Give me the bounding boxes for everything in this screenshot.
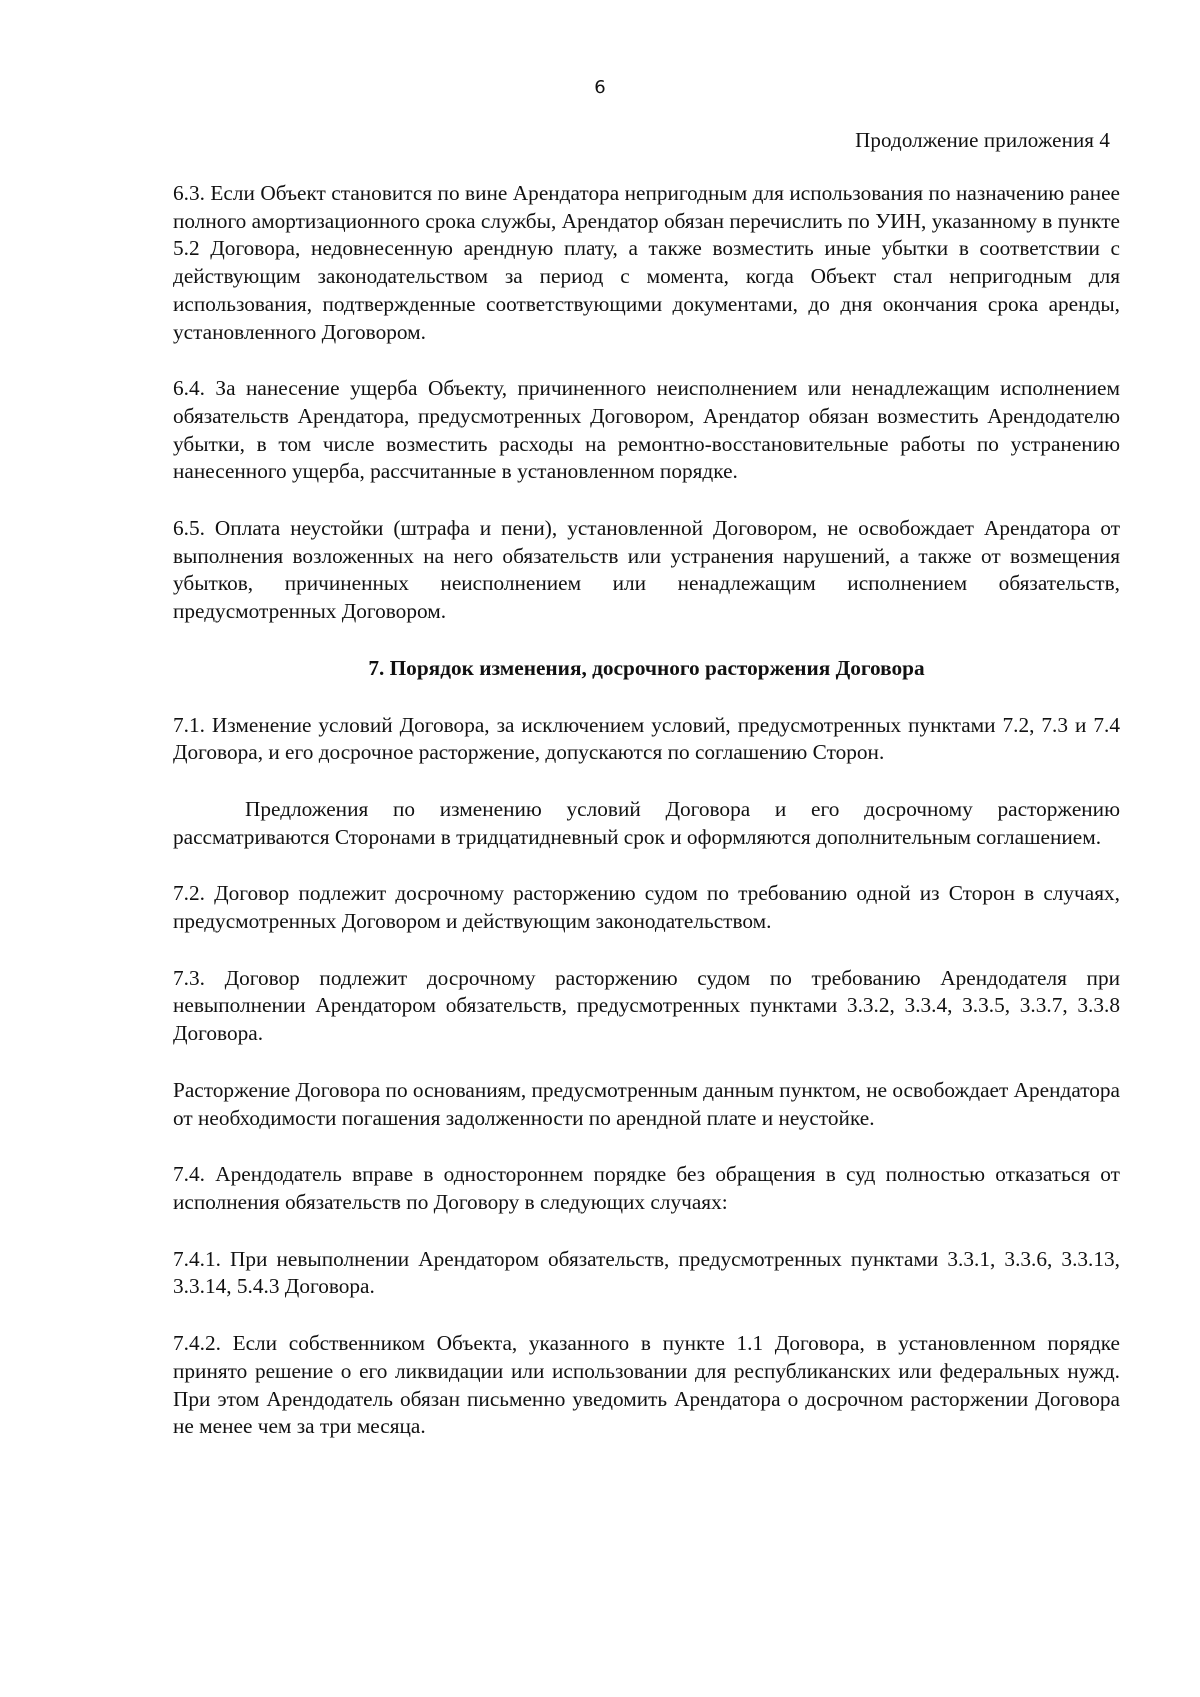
clause-7-3-termination: Расторжение Договора по основаниям, предусмотренным данным пунктом, не освобождает Арендатора от необходимости погашения задолженности по арендной плате и неустойке.: [173, 1077, 1120, 1130]
page-number: 6: [594, 77, 606, 98]
clause-6-3: 6.3. Если Объект становится по вине Арендатора непригодным для использования по назначению ранее полного амортизационного срока службы, Арендатор обязан перечислить по УИН, указанному в пункте 5.2 Договора, недовнесенную арендную плату, а также возместить иные убытки в соответствии с действующим законодательством за период с момента, когда Объект стал непригодным для использования, подтвержденные соответствующими документами, до дня окончания срока аренды, установленного Договором.: [173, 181, 1120, 344]
section-7-heading: 7. Порядок изменения, досрочного расторжения Договора: [368, 655, 925, 680]
clause-6-4: 6.4. За нанесение ущерба Объекту, причиненного неисполнением или ненадлежащим исполнением обязательств Арендатора, предусмотренных Договором, Арендатор обязан возместить Арендодателю убытки, в том числе возместить расходы на ремонтно-восстановительные работы по устранению нанесенного ущерба, рассчитанные в установленном порядке.: [173, 376, 1120, 484]
document-body: [173, 180, 1120, 1470]
clause-7-4-2: 7.4.2. Если собственником Объекта, указанного в пункте 1.1 Договора, в установленном порядке принято решение о его ликвидации или использовании для республиканских или федеральных нужд. При этом Арендодатель обязан письменно уведомить Арендатора о досрочном расторжении Договора не менее чем за три месяца.: [173, 1331, 1120, 1439]
clause-7-4: 7.4. Арендодатель вправе в одностороннем порядке без обращения в суд полностью отказаться от исполнения обязательств по Договору в следующих случаях:: [173, 1162, 1120, 1214]
appendix-continuation-label: Продолжение приложения 4: [855, 128, 1110, 152]
clause-7-3: 7.3. Договор подлежит досрочному расторжению судом по требованию Арендодателя при невыполнении Арендатором обязательств, предусмотренных пунктами 3.3.2, 3.3.4, 3.3.5, 3.3.7, 3.3.8 Договора.: [173, 965, 1120, 1046]
clause-7-1-proposals: Предложения по изменению условий Договора и его досрочному расторжению рассматриваются Сторонами в тридцатидневный срок и оформляются дополнительным соглашением.: [173, 796, 1120, 849]
clause-7-2: 7.2. Договор подлежит досрочному расторжению судом по требованию одной из Сторон в случаях, предусмотренных Договором и действующим законодательством.: [173, 881, 1120, 934]
clause-7-1: 7.1. Изменение условий Договора, за исключением условий, предусмотренных пунктами 7.2, 7.3 и 7.4 Договора, и его досрочное расторжение, допускаются по соглашению Сторон.: [173, 712, 1120, 765]
clause-6-5: 6.5. Оплата неустойки (штрафа и пени), установленной Договором, не освобождает Арендатора от выполнения возложенных на него обязательств или устранения нарушений, а также от возмещения убытков, причиненных неисполнением или ненадлежащим исполнением обязательств, предусмотренных Договором.: [173, 516, 1120, 624]
clause-7-4-1: 7.4.1. При невыполнении Арендатором обязательств, предусмотренных пунктами 3.3.1, 3.3.6, 3.3.13, 3.3.14, 5.4.3 Договора.: [173, 1246, 1120, 1299]
